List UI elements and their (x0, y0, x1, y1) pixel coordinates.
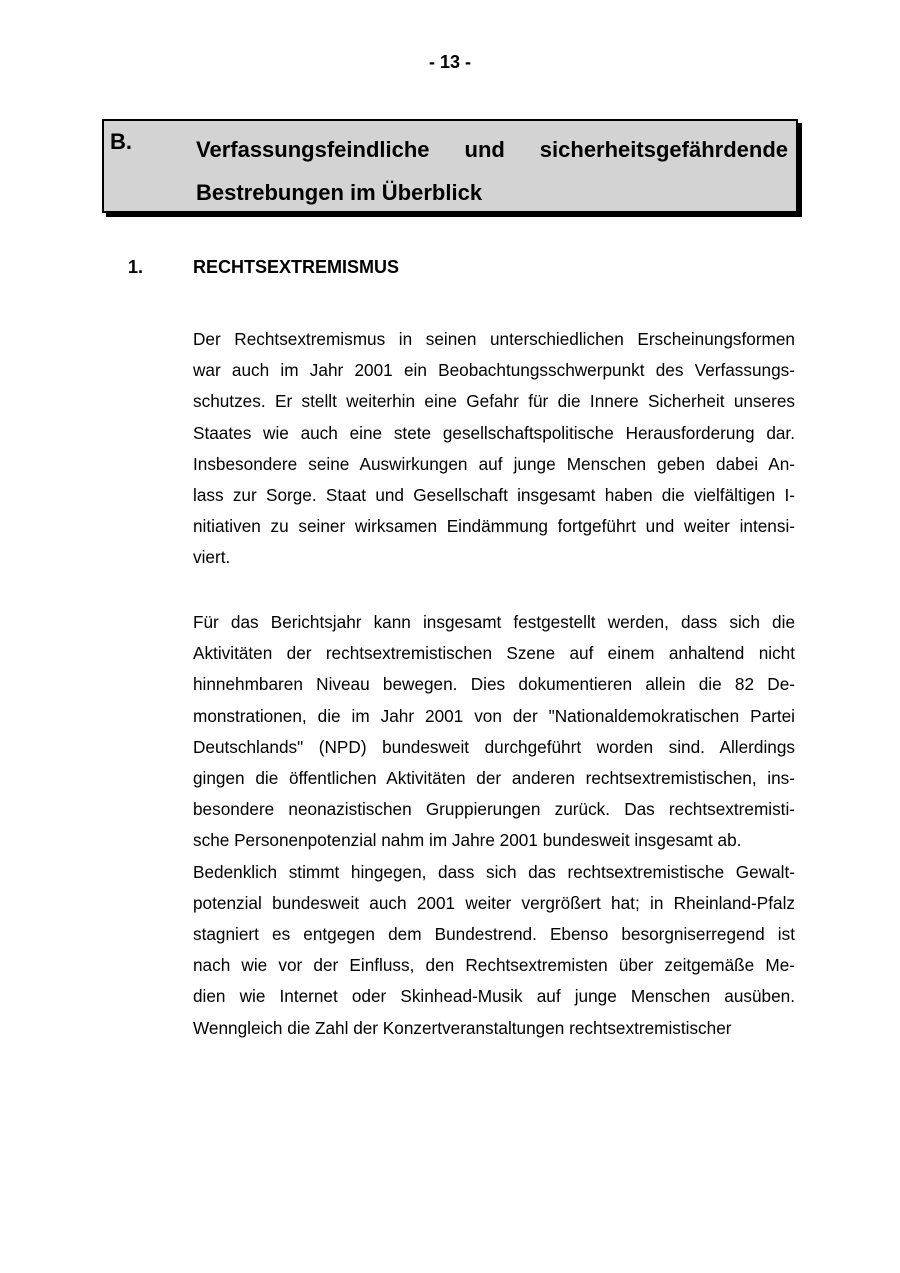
text-line: Insbesondere seine Auswirkungen auf junge Menschen geben dabei An- (193, 453, 795, 474)
text-line: war auch im Jahr 2001 ein Beobachtungsschwerpunkt des Verfassungs- (193, 360, 795, 381)
text-line: Für das Berichtsjahr kann insgesamt festgestellt werden, dass sich die (193, 612, 795, 632)
paragraph-1 (193, 324, 795, 574)
chapter-title (196, 128, 788, 214)
paragraph-2 (193, 607, 795, 1044)
chapter-title-line: Bestrebungen im Überblick (196, 180, 483, 205)
text-line: nach wie vor der Einfluss, den Rechtsextremisten über zeitgemäße Me- (193, 955, 795, 976)
text-line: viert. (193, 547, 231, 568)
chapter-letter: B. (110, 129, 132, 154)
text-line: stagniert es entgegen dem Bundestrend. Ebenso besorgniserregend ist (193, 924, 795, 945)
text-line: schutzes. Er stellt weiterhin eine Gefahr für die Innere Sicherheit unseres (193, 391, 795, 412)
section-number: 1. (128, 257, 144, 277)
text-line: monstrationen, die im Jahr 2001 von der "Nationaldemokratischen Partei (193, 705, 795, 726)
text-line: potenzial bundesweit auch 2001 weiter vergrößert hat; in Rheinland-Pfalz (193, 892, 795, 913)
text-line: Staates wie auch eine stete gesellschaftspolitische Herausforderung dar. (193, 422, 795, 443)
text-line: hinnehmbaren Niveau bewegen. Dies dokumentieren allein die 82 De- (193, 674, 795, 695)
text-line: Der Rechtsextremismus in seinen unterschiedlichen Erscheinungsformen (193, 329, 795, 349)
section-title: RECHTSEXTREMISMUS (193, 257, 400, 277)
text-line: sche Personenpotenzial nahm im Jahre 2001 bundesweit insgesamt ab. (193, 830, 742, 851)
text-line: Bedenklich stimmt hingegen, dass sich das rechtsextremistische Gewalt- (193, 861, 795, 882)
text-line: nitiativen zu seiner wirksamen Eindämmung fortgeführt und weiter intensi- (193, 516, 795, 537)
text-line: lass zur Sorge. Staat und Gesellschaft insgesamt haben die vielfältigen I- (193, 485, 795, 506)
text-line: dien wie Internet oder Skinhead-Musik auf junge Menschen ausüben. (193, 986, 795, 1007)
text-line: Deutschlands" (NPD) bundesweit durchgeführt worden sind. Allerdings (193, 736, 795, 757)
chapter-title-line: Verfassungsfeindliche und sicherheitsgefährdende (196, 137, 788, 162)
chapter-heading-box (102, 119, 798, 213)
text-line: gingen die öffentlichen Aktivitäten der anderen rechtsextremistischen, ins- (193, 768, 795, 789)
text-line: Aktivitäten der rechtsextremistischen Szene auf einem anhaltend nicht (193, 643, 795, 664)
text-line: Wenngleich die Zahl der Konzertveranstaltungen rechtsextremistischer (193, 1017, 732, 1038)
page-number: - 13 - (428, 52, 471, 72)
text-line: besondere neonazistischen Gruppierungen zurück. Das rechtsextremisti- (193, 799, 795, 820)
